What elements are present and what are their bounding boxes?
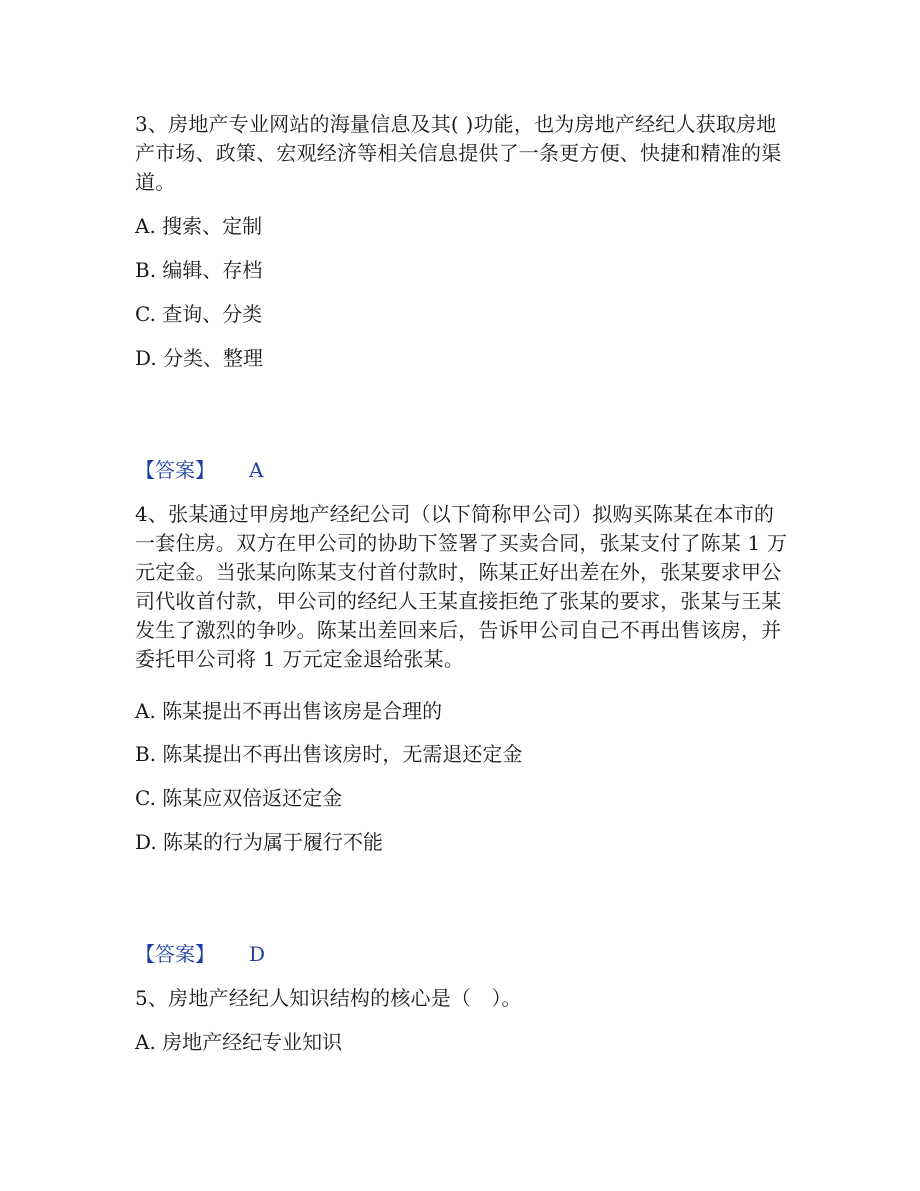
question-4-answer [135, 941, 265, 967]
question-3-option-a: A. 搜索、定制 [135, 214, 263, 238]
question-3-option-b: B. 编辑、存档 [135, 258, 263, 282]
question-5-option-a: A. 房地产经纪专业知识 [135, 1030, 343, 1054]
question-3-answer [135, 457, 263, 483]
question-4-option-c: C. 陈某应双倍返还定金 [135, 786, 343, 810]
question-4-option-a: A. 陈某提出不再出售该房是合理的 [135, 699, 443, 723]
question-3-stem: 3、房地产专业网站的海量信息及其( )功能，也为房地产经纪人获取房地产市场、政策、宏观经济等相关信息提供了一条更方便、快捷和精准的渠道。 [135, 112, 782, 194]
answer-label: 【答案】 [135, 458, 215, 482]
answer-label: 【答案】 [135, 942, 215, 966]
question-4-option-b: B. 陈某提出不再出售该房时，无需退还定金 [135, 742, 523, 766]
question-5-stem: 5、房地产经纪人知识结构的核心是（ ）。 [135, 986, 522, 1010]
question-3-option-d: D. 分类、整理 [135, 346, 264, 370]
answer-letter: A [249, 458, 264, 482]
question-4-stem: 4、张某通过甲房地产经纪公司（以下简称甲公司）拟购买陈某在本市的一套住房。双方在甲公司的协助下签署了买卖合同，张某支付了陈某 1 万元定金。当张某向陈某支付首付款时，陈某正好出差在外，张某要求甲公司代收首付款，甲公司的经纪人王某直接拒绝了张某的要求，张某与王某发生了激烈的争吵。陈某出差回来后，告诉甲公司自己不再出售该房，并委托甲公司将 1 万元定金退给张某。 [135, 502, 788, 671]
question-3-option-c: C. 查询、分类 [135, 302, 263, 326]
question-4-option-d: D. 陈某的行为属于履行不能 [135, 830, 384, 854]
answer-letter: D [249, 942, 266, 966]
